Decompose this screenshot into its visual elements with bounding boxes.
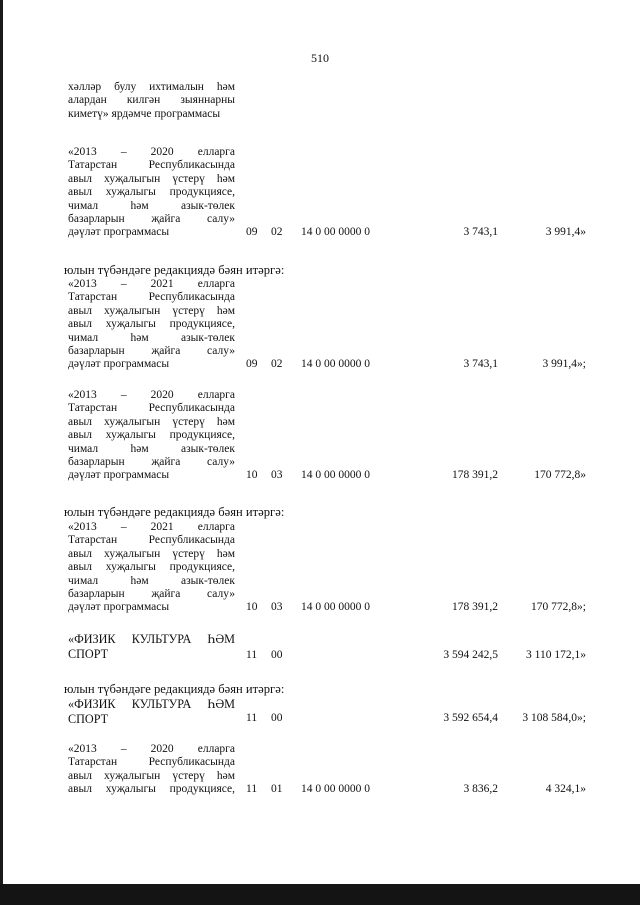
amount-year-2: 170 772,8» xyxy=(534,469,586,481)
description-line: авыл хуҗалыгы продукциясе, xyxy=(68,318,235,331)
description-line: чимал һәм азык-төлек xyxy=(68,442,235,455)
description-line: «2013 – 2021 елларга xyxy=(68,278,235,290)
description-line: «2013 – 2020 елларга xyxy=(68,146,235,158)
description-line: Татарстан Республикасында xyxy=(68,159,235,172)
edit-instruction-heading: юлын түбәндәге редакциядә бәян итәргә: xyxy=(64,263,285,277)
description-line: «2013 – 2020 елларга xyxy=(68,389,235,401)
description-line: «ФИЗИК КУЛЬТУРА ҺӘМ xyxy=(68,632,235,646)
amount-year-1: 3 594 242,5 xyxy=(443,649,498,661)
amount-year-1: 3 836,2 xyxy=(463,783,498,795)
amount-year-1: 3 743,1 xyxy=(463,226,498,238)
description-line: СПОРТ xyxy=(68,647,109,661)
page-number: 510 xyxy=(311,51,329,65)
description-line: чимал һәм азык-төлек xyxy=(68,331,235,344)
subsection-code: 03 xyxy=(271,601,283,613)
amount-year-2: 3 110 172,1» xyxy=(526,649,586,661)
description-line: базарларын җайга салу» xyxy=(68,213,235,226)
amount-year-2: 170 772,8»; xyxy=(531,601,586,613)
description-line: авыл хуҗалыгын үстерү һәм xyxy=(68,172,235,185)
description-line: «2013 – 2020 елларга xyxy=(68,743,235,755)
target-article-code: 14 0 00 0000 0 xyxy=(301,358,370,370)
description-line: дәүләт программасы xyxy=(68,358,170,371)
description-line: авыл хуҗалыгы продукциясе, xyxy=(68,186,235,199)
target-article-code: 14 0 00 0000 0 xyxy=(301,601,370,613)
subsection-code: 02 xyxy=(271,358,283,370)
description-line: Татарстан Республикасында xyxy=(68,756,235,769)
item-description xyxy=(68,521,235,615)
scan-left-edge xyxy=(0,0,3,905)
description-line: чимал һәм азык-төлек xyxy=(68,574,235,587)
edit-instruction-heading: юлын түбәндәге редакциядә бәян итәргә: xyxy=(64,505,285,519)
description-line: СПОРТ xyxy=(68,712,109,726)
subsection-code: 00 xyxy=(271,712,283,724)
description-line: авыл хуҗалыгын үстерү һәм xyxy=(68,547,235,560)
section-code: 10 xyxy=(246,601,258,613)
subsection-code: 00 xyxy=(271,649,283,661)
description-line: дәүләт программасы xyxy=(68,469,170,482)
description-line: «ФИЗИК КУЛЬТУРА ҺӘМ xyxy=(68,697,235,711)
item-description xyxy=(68,743,235,797)
item-description xyxy=(68,389,235,483)
subsection-code: 03 xyxy=(271,469,283,481)
amount-year-1: 178 391,2 xyxy=(452,469,498,481)
target-article-code: 14 0 00 0000 0 xyxy=(301,226,370,238)
target-article-code: 14 0 00 0000 0 xyxy=(301,469,370,481)
target-article-code: 14 0 00 0000 0 xyxy=(301,783,370,795)
description-line: алардан килгән зыяннарны xyxy=(68,94,235,107)
description-line: авыл хуҗалыгы продукциясе, xyxy=(68,429,235,442)
description-line: «2013 – 2021 елларга xyxy=(68,521,235,533)
section-code: 11 xyxy=(246,649,258,661)
item-description xyxy=(68,697,235,727)
description-line: авыл хуҗалыгы продукциясе, xyxy=(68,783,235,796)
amount-year-1: 3 743,1 xyxy=(463,358,498,370)
amount-year-1: 3 592 654,4 xyxy=(443,712,498,724)
description-line: авыл хуҗалыгы продукциясе, xyxy=(68,561,235,574)
edit-instruction-heading: юлын түбәндәге редакциядә бәян итәргә: xyxy=(64,682,285,696)
description-line: дәүләт программасы xyxy=(68,226,170,239)
scan-bottom-edge xyxy=(0,884,640,905)
item-description xyxy=(68,632,235,662)
amount-year-1: 178 391,2 xyxy=(452,601,498,613)
description-line: базарларын җайга салу» xyxy=(68,345,235,358)
amount-year-2: 3 108 584,0»; xyxy=(522,712,586,724)
description-line: хәлләр булу ихтималын һәм xyxy=(68,81,235,93)
description-line: авыл хуҗалыгын үстерү һәм xyxy=(68,304,235,317)
description-line: авыл хуҗалыгын үстерү һәм xyxy=(68,415,235,428)
item-description xyxy=(68,278,235,372)
item-description xyxy=(68,146,235,240)
item-description xyxy=(68,81,235,121)
description-line: Татарстан Республикасында xyxy=(68,402,235,415)
description-line: чимал һәм азык-төлек xyxy=(68,199,235,212)
description-line: дәүләт программасы xyxy=(68,601,170,614)
amount-year-2: 3 991,4» xyxy=(545,226,586,238)
description-line: базарларын җайга салу» xyxy=(68,456,235,469)
subsection-code: 01 xyxy=(271,783,283,795)
description-line: авыл хуҗалыгын үстерү һәм xyxy=(68,769,235,782)
section-code: 11 xyxy=(246,783,258,795)
amount-year-2: 4 324,1» xyxy=(545,783,586,795)
description-line: Татарстан Республикасында xyxy=(68,291,235,304)
section-code: 09 xyxy=(246,358,258,370)
description-line: Татарстан Республикасында xyxy=(68,534,235,547)
section-code: 10 xyxy=(246,469,258,481)
description-line: киметү» ярдәмче программасы xyxy=(68,107,221,120)
section-code: 11 xyxy=(246,712,258,724)
amount-year-2: 3 991,4»; xyxy=(542,358,586,370)
subsection-code: 02 xyxy=(271,226,283,238)
description-line: базарларын җайга салу» xyxy=(68,588,235,601)
section-code: 09 xyxy=(246,226,258,238)
